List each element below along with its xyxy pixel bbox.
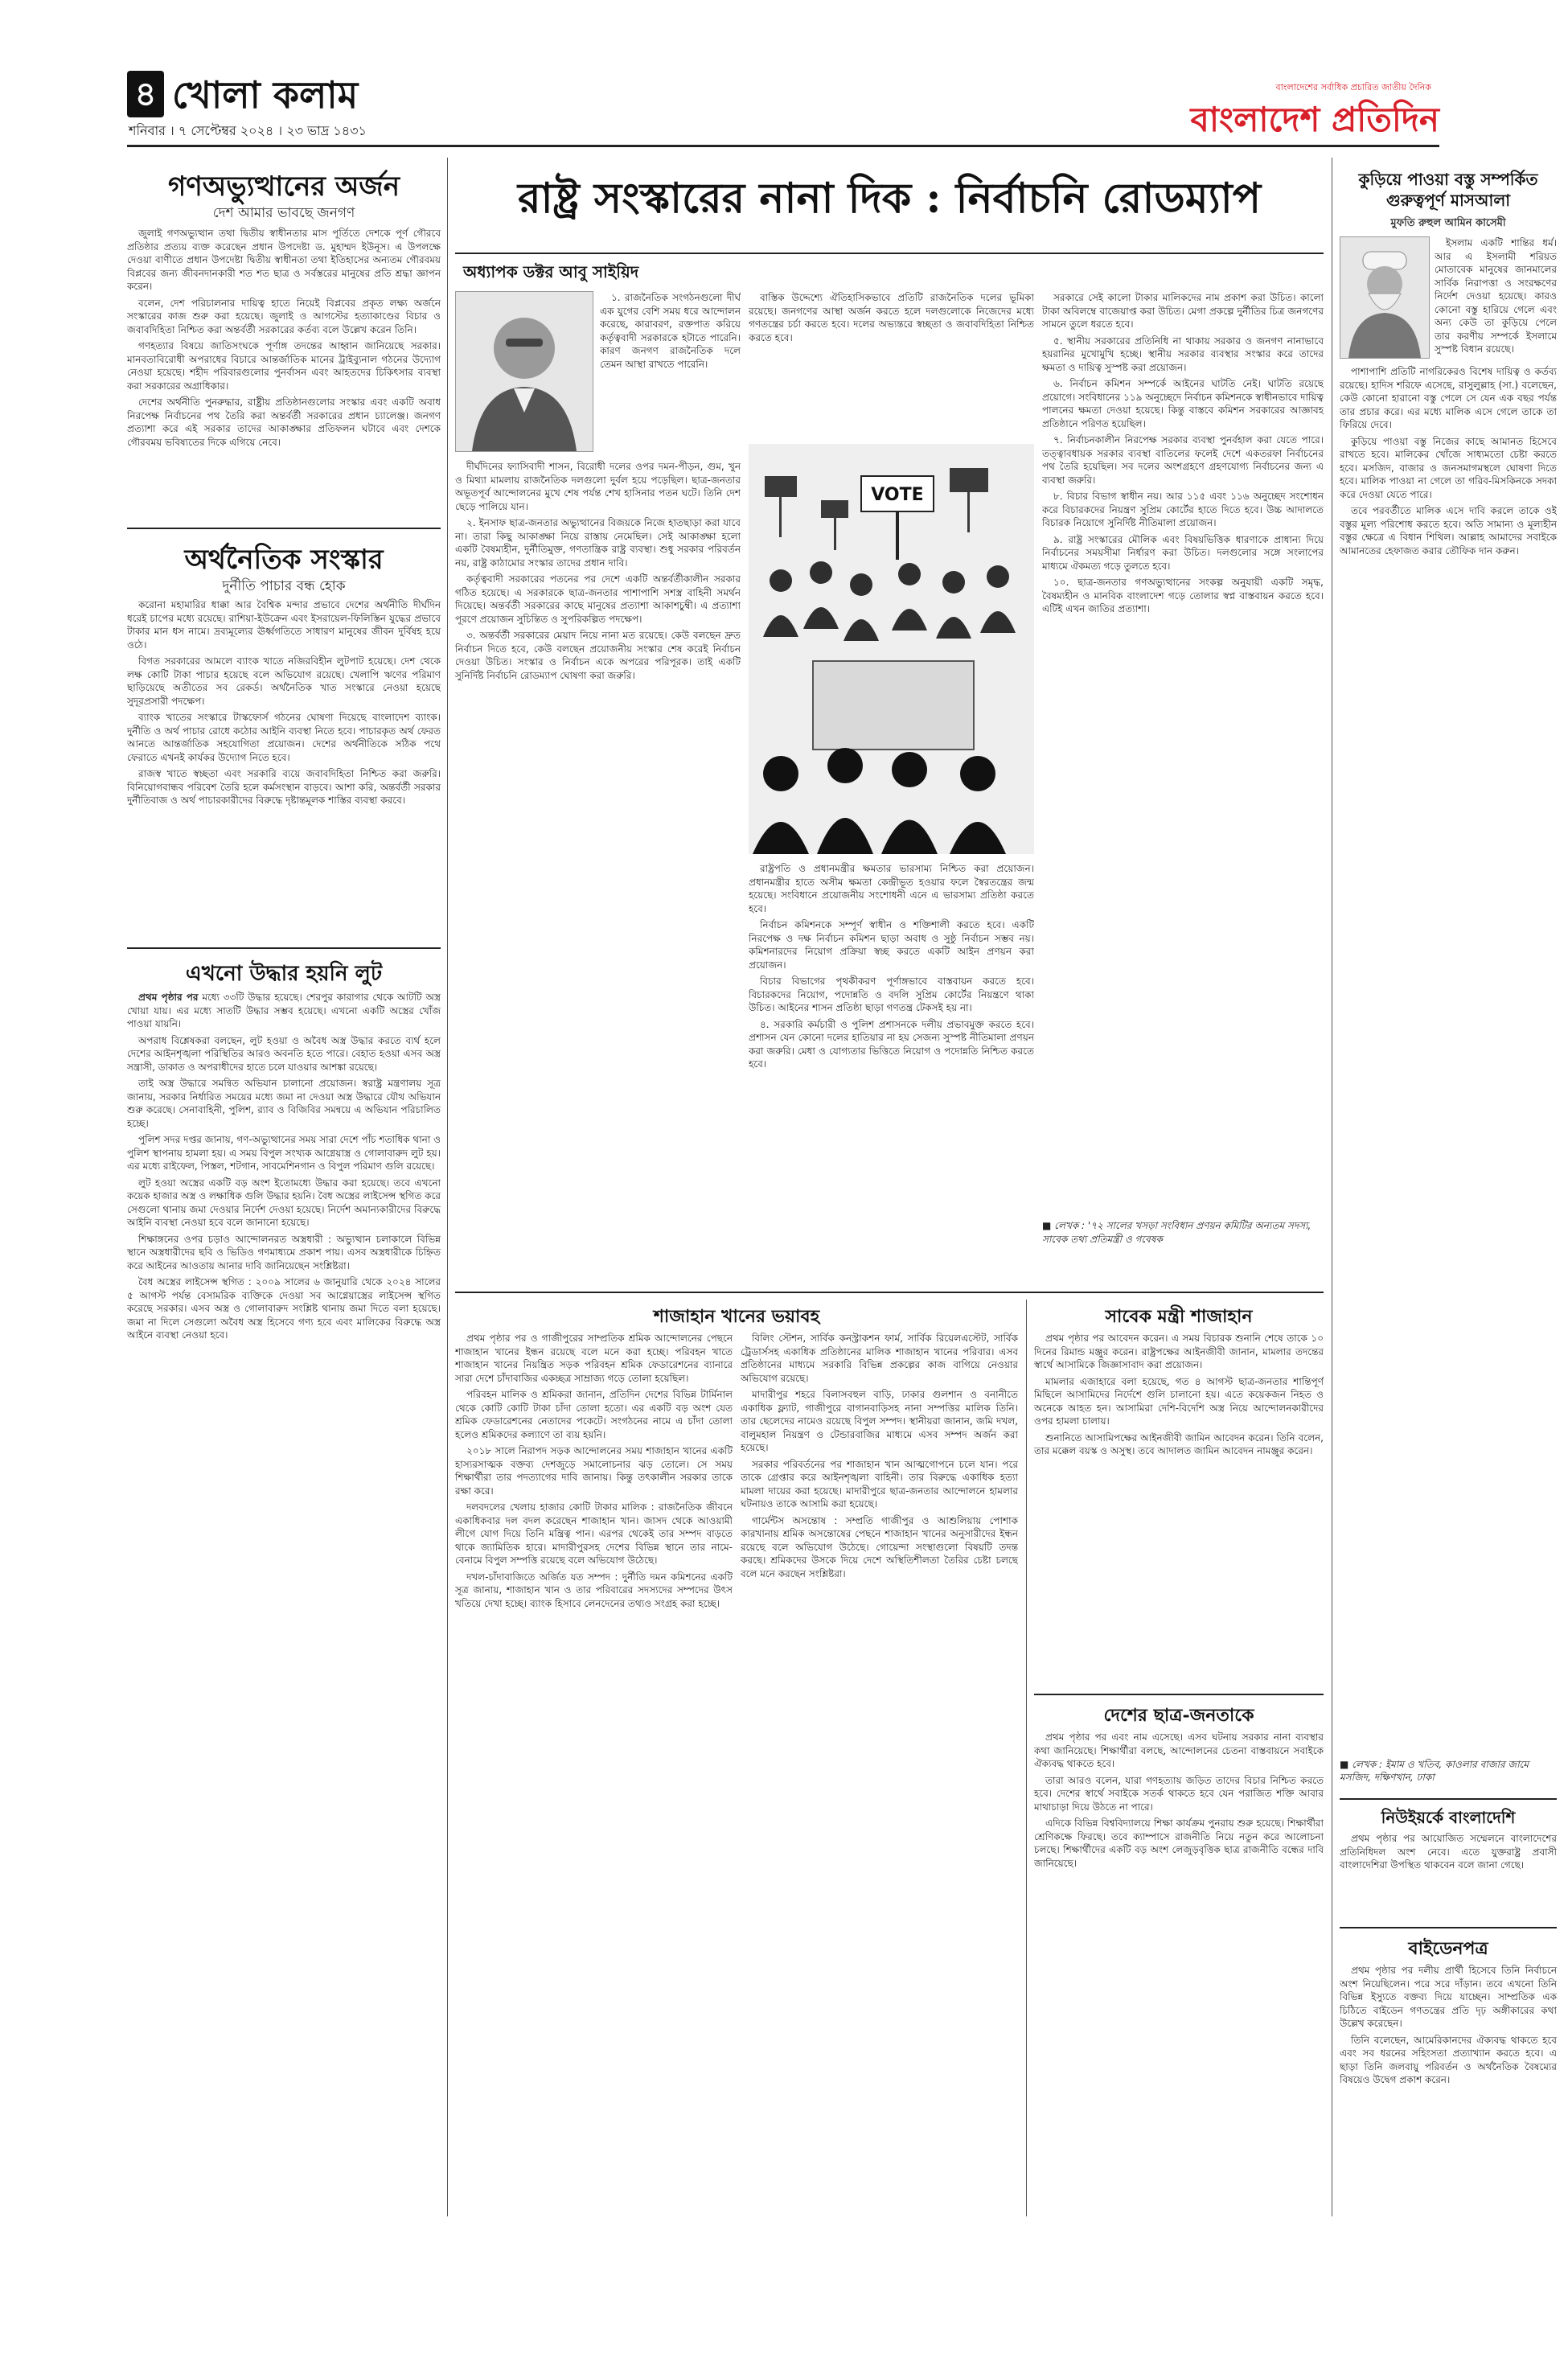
feature-col-3 (1042, 291, 1324, 1208)
paragraph: নির্বাচন কমিশনকে সম্পূর্ণ স্বাধীন ও শক্তিশালী করতে হবে। একটি নিরপেক্ষ ও দক্ষ নির্বাচন কমিশন ছাড়া অবাধ ও সুষ্ঠু নির্বাচন সম্ভব নয়। কমিশনারদের নিয়োগ প্রক্রিয়া স্বচ্ছ করতে একটি আইন প্রণয়ন করা প্রয়োজন। (749, 919, 1034, 971)
paragraph: বৈধ অস্ত্রের লাইসেন্স স্থগিত : ২০০৯ সালের ৬ জানুয়ারি থেকে ২০২৪ সালের ৫ আগস্ট পর্যন্ত বেসামরিক ব্যক্তিকে দেওয়া সব আগ্নেয়াস্ত্রের লাইসেন্স স্থগিত করেছে সরকার। এসব অস্ত্র ও গোলাবারুদ সংশ্লিষ্ট থানায় জমা দিতে বলা হয়েছে। জমা না দিলে সেগুলো অবৈধ অস্ত্র হিসেবে গণ্য হবে এবং মালিকের বিরুদ্ধে অস্ত্র আইনে ব্যবস্থা নেওয়া হবে। (127, 1276, 441, 1341)
paragraph: শিক্ষাঙ্গনের ওপর চড়াও আন্দোলনরত অস্ত্রধারী : অভ্যুত্থান চলাকালে বিভিন্ন স্থানে অস্ত্রধারীদের ছবি ও ভিডিও গণমাধ্যমে প্রকাশ পায়। এসব অস্ত্রধারীকে চিহ্নিত করে আইনের আওতায় আনার দাবি জানিয়েছেন সংশ্লিষ্টরা। (127, 1233, 441, 1271)
paragraph: বিগত সরকারের আমলে ব্যাংক খাতে নজিরবিহীন লুটপাট হয়েছে। দেশ থেকে লক্ষ কোটি টাকা পাচার হয়েছে বলে অভিযোগ রয়েছে। খেলাপি ঋণের পরিমাণ ছাড়িয়েছে অতীতের সব রেকর্ড। অর্থনৈতিক খাত সংস্কারে নেওয়া হয়েছে সুদূরপ্রসারী পদক্ষেপ। (127, 655, 441, 707)
paragraph: তাই অস্ত্র উদ্ধারে সমন্বিত অভিযান চালানো প্রয়োজন। স্বরাষ্ট্র মন্ত্রণালয় সূত্র জানায়, সরকার নির্ধারিত সময়ের মধ্যে জমা না দেওয়া অস্ত্র উদ্ধারে যৌথ অভিযান শুরু করেছে। সেনাবাহিনী, পুলিশ, র‍্যাব ও বিজিবির সমন্বয়ে এ অভিযান পরিচালিত হচ্ছে। (127, 1078, 441, 1129)
shajahan-threat-title: শাজাহান খানের ভয়াবহ (653, 1306, 820, 1327)
paragraph: এদিকে বিভিন্ন বিশ্ববিদ্যালয়ে শিক্ষা কার্যক্রম পুনরায় শুরু হয়েছে। শিক্ষার্থীরা শ্রেণিকক্ষে ফিরছে। তবে ক্যাম্পাসে রাজনীতি নিয়ে নতুন করে আলোচনা চলছে। শিক্ষার্থীদের একটি বড় অংশ লেজুড়বৃত্তিক ছাত্র রাজনীতি বন্ধের দাবি জানিয়েছে। (1034, 1817, 1324, 1869)
divider (127, 528, 441, 529)
paragraph: শুনানিতে আসামিপক্ষের আইনজীবী জামিন আবেদন করেন। তিনি বলেন, তার মক্কেল বয়স্ক ও অসুস্থ। তবে আদালত জামিন আবেদন নামঞ্জুর করেন। (1034, 1431, 1324, 1456)
paragraph: গণহত্যার বিষয়ে জাতিসংঘকে পূর্ণাঙ্গ তদন্তের আহ্বান জানিয়েছে সরকার। মানবতাবিরোধী অপরাধের বিচারে আন্তর্জাতিক মানের ট্রাইব্যুনাল গঠনের উদ্যোগ নেওয়া হয়েছে। শহীদ পরিবারগুলোর পুনর্বাসন এবং আহতদের চিকিৎসার ব্যবস্থা করা সরকারের অগ্রাধিকার। (127, 340, 441, 392)
masala-title: কুড়িয়ে পাওয়া বস্তু সম্পর্কিত গুরুত্বপূর্ণ মাসআলা (1358, 170, 1538, 210)
paragraph (127, 991, 441, 1031)
continued-lead: প্রথম পৃষ্ঠার পর (138, 992, 199, 1003)
left-column (127, 158, 441, 2216)
crowd-vote-illustration-icon (749, 444, 1034, 854)
bottom-middle (455, 1300, 1324, 2216)
section-name: খোলা কলাম (172, 73, 359, 117)
students-title: দেশের ছাত্র-জনতাকে (1103, 1705, 1254, 1726)
article-uprising-subtitle: দেশ আমার ভাবছে জনগণ (212, 205, 355, 221)
paragraph: ১০. ছাত্র-জনতার গণঅভ্যুত্থানের সংকল্প অনুযায়ী একটি সমৃদ্ধ, বৈষম্যহীন ও মানবিক বাংলাদেশ গড়ে তোলার স্বপ্ন বাস্তবায়ন করতে হবে। এটিই এখন জাতির প্রত্যাশা। (1042, 577, 1324, 614)
brand-logo: বাংলাদেশ প্রতিদিন (1190, 100, 1439, 139)
biden-body (1340, 1964, 1557, 2366)
paragraph: রাজস্ব খাতে স্বচ্ছতা এবং সরকারি ব্যয়ে জবাবদিহিতা নিশ্চিত করা জরুরি। বিনিয়োগবান্ধব পরিবেশ তৈরি হলে কর্মসংস্থান বাড়বে। আশা করি, অন্তর্বর্তী সরকার দুর্নীতিবাজ ও অর্থ পাচারকারীদের বিরুদ্ধে দৃষ্টান্তমূলক শাস্তির ব্যবস্থা করবে। (127, 768, 441, 806)
paragraph: ইসলাম একটি শান্তির ধর্ম। আর এ ইসলামী শরিয়ত মোতাবেক মানুষের জানমালের সার্বিক নিরাপত্তা ও সংরক্ষণের নির্দেশ দেওয়া হয়েছে। কারও কোনো বস্তু হারিয়ে গেলে এবং অন্য কেউ তা কুড়িয়ে পেলে তার করণীয় সম্পর্কে ইসলামে সুস্পষ্ট বিধান রয়েছে। (1435, 237, 1557, 355)
paragraph: ৯. রাষ্ট্র সংস্কারের মৌলিক এবং বিষয়ভিত্তিক ধারণাকে প্রাধান্য দিয়ে নির্বাচনের সময়সীমা নির্ধারণ করা উচিত। দলগুলোর সঙ্গে সংলাপের মাধ্যমে ঐকমত্য গড়ে তুলতে হবে। (1042, 533, 1324, 572)
paragraph: কর্তৃত্ববাদী সরকারের পতনের পর দেশে একটি অন্তর্বর্তীকালীন সরকার গঠিত হয়েছে। এ সরকারকে ছাত্র-জনতার পাশাপাশি সশস্ত্র বাহিনী সমর্থন দিয়েছে। অন্তর্বর্তী সরকারের কাছে মানুষের প্রত্যাশা আকাশচুম্বী। এ প্রত্যাশা পূরণে প্রয়োজন সুচিন্তিত ও সুপরিকল্পিত পদক্ষেপ। (455, 573, 741, 625)
paragraph: বাস্তিক উদ্দেশ্যে ঐতিহাসিকভাবে প্রতিটি রাজনৈতিক দলের ভূমিকা রয়েছে। জনগণের আস্থা অর্জন করতে হলে দলগুলোকে নিজেদের মধ্যে গণতন্ত্রের চর্চা করতে হবে। দলের অভ্যন্তরে স্বচ্ছতা ও জবাবদিহিতা নিশ্চিত করতে হবে। (749, 292, 1034, 343)
paragraph: সরকার পরিবর্তনের পর শাজাহান খান আত্মগোপনে চলে যান। পরে তাকে গ্রেপ্তার করে আইনশৃঙ্খলা বাহিনী। তার বিরুদ্ধে একাধিক হত্যা মামলা দায়ের করা হয়েছে। মাদারীপুরে ছাত্র-জনতার আন্দোলনে হামলার ঘটনায়ও তাকে আসামি করা হয়েছে। (741, 1458, 1018, 1509)
paragraph: প্রথম পৃষ্ঠার পর দলীয় প্রার্থী হিসেবে তিনি নির্বাচনে অংশ নিয়েছিলেন। পরে সরে দাঁড়ান। তবে এখনো তিনি বিভিন্ন ইস্যুতে বক্তব্য দিয়ে যাচ্ছেন। সাম্প্রতিক এক চিঠিতে বাইডেন গণতন্ত্রের প্রতি দৃঢ় অঙ্গীকারের কথা উল্লেখ করেছেন। (1340, 1965, 1557, 2029)
paragraph: অপরাধ বিশ্লেষকরা বলছেন, লুট হওয়া ও অবৈধ অস্ত্র উদ্ধার করতে ব্যর্থ হলে দেশের আইনশৃঙ্খলা পরিস্থিতির আরও অবনতি হতে পারে। বেহাত হওয়া এসব অস্ত্র সন্ত্রাসী, ডাকাত ও অপরাধীদের হাতে চলে যাওয়ার আশঙ্কা রয়েছে। (127, 1034, 441, 1073)
person-portrait-icon (456, 292, 593, 451)
students-body (1034, 1731, 1324, 2208)
paragraph: পুলিশ সদর দপ্তর জানায়, গণ-অভ্যুত্থানের সময় সারা দেশে পাঁচ শতাধিক থানা ও পুলিশ স্থাপনায় হামলা হয়। এ সময় বিপুল সংখ্যক আগ্নেয়াস্ত্র ও গোলাবারুদ লুট হয়। এর মধ্যে রাইফেল, পিস্তল, শটগান, সাবমেশিনগান ও বিপুল পরিমাণ গুলি রয়েছে। (127, 1134, 441, 1172)
paragraph-text: মধ্যে ৩৩টি উদ্ধার হয়েছে। শেরপুর কারাগার থেকে আটটি অস্ত্র খোয়া যায়। এর মধ্যে সাতটি উদ্ধার সম্ভব হয়েছে। এখনো একটি অস্ত্রের খোঁজ পাওয়া যায়নি। (127, 992, 441, 1029)
paragraph: সরকারে সেই কালো টাকার মালিকদের নাম প্রকাশ করা উচিত। কালো টাকা অবিলম্বে বাজেয়াপ্ত করা উচিত। মেগা প্রকল্পে দুর্নীতির চিত্র জনগণের সামনে তুলে ধরতে হবে। (1042, 292, 1324, 330)
header-rule (127, 145, 1439, 147)
cleric-portrait-icon (1340, 237, 1429, 358)
paragraph: কুড়িয়ে পাওয়া বস্তু নিজের কাছে আমানত হিসেবে রাখতে হবে। মালিকের খোঁজে সাধ্যমতো চেষ্টা করতে হবে। মসজিদ, বাজার ও জনসমাগমস্থলে ঘোষণা দিতে হবে। মালিক পাওয়া না গেলে তা গরিব-মিসকিনকে সদকা করে দেওয়া যেতে পারে। (1340, 435, 1557, 500)
paragraph: বিলিং স্টেশন, সার্বিক কনস্ট্রাকশন ফার্ম, সার্বিক রিয়েলএস্টেট, সার্বিক ট্রেডার্সসহ একাধিক প্রতিষ্ঠানের মালিক শাজাহান খানের পরিবার। এসব প্রতিষ্ঠানের মাধ্যমে সরকারি বিভিন্ন প্রকল্পের কাজ বাগিয়ে নেওয়ার অভিযোগ রয়েছে। (741, 1333, 1018, 1384)
paragraph: প্রথম পৃষ্ঠার পর আয়োজিত সম্মেলনে বাংলাদেশের প্রতিনিধিদল অংশ নেবে। এতে যুক্তরাষ্ট্র প্রবাসী বাংলাদেশিরা উপস্থিত থাকবেন বলে জানা গেছে। (1340, 1833, 1557, 1871)
column-divider (1026, 1300, 1027, 2216)
masala-body (1340, 365, 1557, 1411)
paragraph: তারা আরও বলেন, যারা গণহত্যায় জড়িত তাদের বিচার নিশ্চিত করতে হবে। দেশের স্বার্থে সবাইকে সতর্ক থাকতে হবে যেন পরাজিত শক্তি আবার মাথাচাড়া দিয়ে উঠতে না পারে। (1034, 1774, 1324, 1813)
divider (1340, 1798, 1557, 1800)
masala-byline: মুফতি রুহুল আমিন কাসেমী (1390, 217, 1506, 229)
paragraph: ১. রাজনৈতিক সংগঠনগুলো দীর্ঘ এক যুগের বেশি সময় ধরে আন্দোলন করেছে, কারাবরণ, রক্তপাত করিয়ে কর্তৃত্ববাদী সরকারকে হটাতে পারেনি। কারণ জনগণ রাজনৈতিক দলে তেমন আস্থা রাখতে পারেনি। (600, 292, 741, 370)
paragraph: ৫. স্থানীয় সরকারের প্রতিনিধি না থাকায় সরকার ও জনগণ নানাভাবে হয়রানির মুখোমুখি হচ্ছে। স্থানীয় সরকার ব্যবস্থার সংস্কার করে তাদের ক্ষমতা ও দায়িত্ব সুস্পষ্ট করা প্রয়োজন। (1042, 335, 1324, 373)
paragraph: তিনি বলেছেন, আমেরিকানদের ঐক্যবদ্ধ থাকতে হবে এবং সব ধরনের সহিংসতা প্রত্যাখ্যান করতে হবে। এ ছাড়া তিনি জলবায়ু পরিবর্তন ও অর্থনৈতিক বৈষম্যের বিষয়েও উদ্বেগ প্রকাশ করেন। (1340, 2034, 1557, 2085)
paragraph: জুলাই গণঅভ্যুত্থান তথা দ্বিতীয় স্বাধীনতার মাস পূর্তিতে দেশকে পূর্ণ গৌরবে প্রতিষ্ঠার প্রত্যয় ব্যক্ত করেছেন প্রধান উপদেষ্টা ড. মুহাম্মদ ইউনূস। এ উপলক্ষে দেওয়া বাণীতে প্রধান উপদেষ্টা দ্বিতীয় স্বাধীনতা তথা ইতিহাসের অন্যতম গৌরবময় বিপ্লবের জন্য জীবনদানকারী শত শত ছাত্র ও সর্বস্তরের মানুষের প্রতি শ্রদ্ধা জ্ঞাপন করেন। (127, 228, 441, 292)
masala-author-note: ■ লেখক : ইমাম ও খতিব, কাওলার বাজার জামে মসজিদ, দক্ষিণখান, ঢাকা (1340, 1759, 1529, 1783)
paragraph: ২০১৮ সালে নিরাপদ সড়ক আন্দোলনের সময় শাজাহান খানের একটি হাস্যরসাত্মক বক্তব্য দেশজুড়ে সমালোচনার ঝড় তোলে। সে সময় শিক্ষার্থীরা তার পদত্যাগের দাবি জানায়। কিন্তু তৎকালীন সরকার তাকে রক্ষা করে। (455, 1445, 733, 1497)
paragraph: ৭. নির্বাচনকালীন নিরপেক্ষ সরকার ব্যবস্থা পুনর্বহাল করা যেতে পারে। তত্ত্বাবধায়ক সরকার ব্যবস্থা বাতিলের ফলেই দেশে একতরফা নির্বাচনের পথ তৈরি হয়েছিল। সব দলের অংশগ্রহণে গ্রহণযোগ্য নির্বাচনের জন্য এ ব্যবস্থা জরুরি। (1042, 434, 1324, 486)
dateline: শনিবার । ৭ সেপ্টেম্বর ২০২৪ । ২৩ ভাদ্র ১৪৩১ (129, 123, 367, 138)
feature-col-2b (749, 862, 1034, 1280)
paragraph: মামলার এজাহারে বলা হয়েছে, গত ৪ আগস্ট ছাত্র-জনতার শান্তিপূর্ণ মিছিলে আসামিদের নির্দেশে গুলি চালানো হয়। এতে কয়েকজন নিহত ও অনেকে আহত হন। আসামিরা দেশি-বিদেশি অস্ত্র নিয়ে আন্দোলনকারীদের ওপর হামলা চালায়। (1034, 1375, 1324, 1427)
divider (1034, 1694, 1324, 1695)
feature-col-1b (455, 460, 741, 1272)
masala-body-top (1435, 236, 1557, 359)
headline-rule (455, 253, 1324, 254)
paragraph: ব্যাংক খাতের সংস্কারে টাস্কফোর্স গঠনের ঘোষণা দিয়েছে বাংলাদেশ ব্যাংক। দুর্নীতি ও অর্থ পাচার রোধে কঠোর আইনি ব্যবস্থা নিতে হবে। পাচারকৃত অর্থ ফেরত আনতে আন্তর্জাতিক সহযোগিতা প্রয়োজন। দেশের অর্থনীতিকে সঠিক পথে ফেরাতে এখনই কার্যকর উদ্যোগ নিতে হবে। (127, 712, 441, 763)
feature-bottom-rule (455, 1292, 1324, 1293)
paragraph: করোনা মহামারির ধাক্কা আর বৈশ্বিক মন্দার প্রভাবে দেশের অর্থনীতি দীর্ঘদিন ধরেই চাপের মধ্যে রয়েছে। রাশিয়া-ইউক্রেন এবং ইসরায়েল-ফিলিস্তিন যুদ্ধের প্রভাবে টাকার মান ধস নামে। দ্রব্যমূল্যের ঊর্ধ্বগতিতে সাধারণ মানুষের জীবন দুর্বিষহ হয়ে ওঠে। (127, 599, 441, 651)
shajahan-threat-col-2 (741, 1332, 1018, 2208)
paragraph: প্রথম পৃষ্ঠার পর এবং নাম এসেছে। এসব ঘটনায় সরকার নানা ব্যবস্থার কথা জানিয়েছে। শিক্ষার্থীরা বলছে, আন্দোলনের চেতনা বাস্তবায়নে সবাইকে ঐক্যবদ্ধ থাকতে হবে। (1034, 1731, 1324, 1769)
paragraph: বলেন, দেশ পরিচালনার দায়িত্ব হাতে নিয়েই বিপ্লবের প্রকৃত লক্ষ্য অর্জনে সংস্কারের কাজ শুরু করা হয়েছে। জুলাই ও আগস্টের হত্যাকাণ্ডের বিচার ও জবাবদিহিতা নিশ্চিত করা অন্তর্বর্তী সরকারের কর্তব্য বলে উল্লেখ করেন তিনি। (127, 297, 441, 335)
page-number-badge: ৪ (127, 71, 164, 117)
paragraph: লুট হওয়া অস্ত্রের একটি বড় অংশ ইতোমধ্যে উদ্ধার করা হয়েছে। তবে এখনো কয়েক হাজার অস্ত্র ও লক্ষাধিক গুলি উদ্ধার হয়নি। বৈধ অস্ত্রের লাইসেন্স স্থগিত করে সেগুলো থানায় জমা দেওয়ার নির্দেশ দেওয়া হয়েছে। নির্দেশ অমান্যকারীদের বিরুদ্ধে আইনি ব্যবস্থা নেওয়া হবে বলে জানানো হয়েছে। (127, 1177, 441, 1228)
column-divider (447, 158, 448, 2216)
paragraph: মাদারীপুর শহরে বিলাসবহুল বাড়ি, ঢাকার গুলশান ও বনানীতে একাধিক ফ্ল্যাট, গাজীপুরে বাগানবাড়িসহ নানা সম্পত্তির মালিক তিনি। তার ছেলেদের নামেও রয়েছে বিপুল সম্পদ। স্থানীয়রা জানান, জমি দখল, বালুমহাল নিয়ন্ত্রণ ও টেন্ডারবাজির মাধ্যমে এসব সম্পদ অর্জন করা হয়েছে। (741, 1389, 1018, 1453)
paragraph: ২. ইনসাফ ছাত্র-জনতার অভ্যুত্থানের বিজয়কে নিজে হাতছাড়া করা যাবে না। তারা কিছু আকাঙ্ক্ষা নিয়ে রাস্তায় নেমেছিল। সেই আকাঙ্ক্ষা হলো একটি বৈষম্যহীন, দুর্নীতিমুক্ত, গণতান্ত্রিক রাষ্ট্র ব্যবস্থা। শুধু সরকার পরিবর্তন নয়, রাষ্ট্র কাঠামোর সংস্কার তাদের প্রধান দাবি। (455, 517, 741, 569)
article-uprising-body (127, 227, 441, 518)
feature-byline: অধ্যাপক ডক্টর আবু সাইয়িদ (463, 262, 639, 281)
paragraph: ৪. সরকারি কর্মচারী ও পুলিশ প্রশাসনকে দলীয় প্রভাবমুক্ত করতে হবে। প্রশাসন যেন কোনো দলের হাতিয়ার না হয় সেজন্য সুস্পষ্ট নীতিমালা প্রণয়ন করা জরুরি। মেধা ও যোগ্যতার ভিত্তিতে নিয়োগ ও পদোন্নতি নিশ্চিত করতে হবে। (749, 1018, 1034, 1070)
nyc-title: নিউইয়র্কে বাংলাদেশি (1381, 1808, 1516, 1827)
article-arms-title: এখনো উদ্ধার হয়নি লুট (185, 962, 383, 986)
nyc-body (1340, 1832, 1557, 1920)
paragraph: গার্মেন্টস অসন্তোষ : সম্প্রতি গাজীপুর ও আশুলিয়ায় পোশাক কারখানায় শ্রমিক অসন্তোষের পেছনে শাজাহান খানের অনুসারীদের ইন্ধন রয়েছে বলে অভিযোগ উঠেছে। গোয়েন্দা সংস্থাগুলো বিষয়টি তদন্ত করছে। শ্রমিকদের উসকে দিয়ে দেশে অস্থিতিশীলতা তৈরির চেষ্টা চলছে বলে মনে করছেন সংশ্লিষ্টরা। (741, 1514, 1018, 1579)
ex-minister-body (1034, 1332, 1324, 1686)
divider (127, 947, 441, 949)
paragraph: ৩. অন্তর্বর্তী সরকারের মেয়াদ নিয়ে নানা মত রয়েছে। কেউ বলছেন দ্রুত নির্বাচন দিতে হবে, কেউ বলছেন প্রয়োজনীয় সংস্কার শেষ করেই নির্বাচন দেওয়া উচিত। সংস্কার ও নির্বাচন একে অপরের পরিপূরক। তাই একটি সুনির্দিষ্ট নির্বাচনি রোডম্যাপ ঘোষণা করা জরুরি। (455, 630, 741, 681)
divider (1340, 1927, 1557, 1928)
paragraph: দলবদলের খেলায় হাজার কোটি টাকার মালিক : রাজনৈতিক জীবনে একাধিকবার দল বদল করেছেন শাজাহান খান। জাসদ থেকে আওয়ামী লীগে যোগ দিয়ে তিনি মন্ত্রিত্ব পান। এরপর থেকেই তার সম্পদ বাড়তে থাকে জ্যামিতিক হারে। মাদারীপুরসহ দেশের বিভিন্ন স্থানে তার নামে-বেনামে বিপুল সম্পত্তি রয়েছে বলে অভিযোগ উঠেছে। (455, 1501, 733, 1566)
paragraph: ৬. নির্বাচন কমিশন সম্পর্কে আইনের ঘাটতি নেই। ঘাটতি রয়েছে প্রয়োগে। সংবিধানের ১১৯ অনুচ্ছেদে নির্বাচন কমিশনকে স্বাধীনভাবে দায়িত্ব পালনের ক্ষমতা দেওয়া হয়েছে। কিন্তু বাস্তবে কমিশন সরকারের আজ্ঞাবহ প্রতিষ্ঠানে পরিণত হয়েছিল। (1042, 378, 1324, 429)
right-column-wide (1340, 158, 1565, 2216)
article-economy-subtitle: দুর্নীতি পাচার বন্ধ হোক (222, 578, 346, 594)
feature-article (455, 158, 1324, 1284)
paragraph: দীর্ঘদিনের ফ্যাসিবাদী শাসন, বিরোধী দলের ওপর দমন-পীড়ন, গুম, খুন ও মিথ্যা মামলায় রাজনৈতিক দলগুলো দুর্বল হয়ে পড়েছিল। ছাত্র-জনতার অভূতপূর্ব আন্দোলনের মুখে শেষ পর্যন্ত শেখ হাসিনার পতন ঘটে। তিনি দেশ ছেড়ে পালিয়ে যান। (455, 461, 741, 512)
paragraph: তবে পরবর্তীতে মালিক এসে দাবি করলে তাকে ওই বস্তুর মূল্য পরিশোধ করতে হবে। অতি সামান্য ও মূল্যহীন বস্তুর ক্ষেত্রে এ বিধান শিথিল। আল্লাহ আমাদের সবাইকে আমানতের হেফাজত করার তৌফিক দান করুন। (1340, 505, 1557, 557)
article-uprising-title: গণঅভ্যুত্থানের অর্জন (167, 170, 400, 203)
paragraph: পাশাপাশি প্রতিটি নাগরিকেরও বিশেষ দায়িত্ব ও কর্তব্য রয়েছে। হাদিস শরিফে এসেছে, রাসুলুল্লাহ (সা.) বলেছেন, কেউ কোনো হারানো বস্তু পেলে সে যেন এক বছর পর্যন্ত তার প্রচার করে। এর মধ্যে মালিক এসে গেলে তাকে তা ফিরিয়ে দেবে। (1340, 366, 1557, 430)
feature-author-note: ■ লেখক : '৭২ সালের খসড়া সংবিধান প্রণয়ন কমিটির অন্যতম সদস্য, সাবেক তথ্য প্রতিমন্ত্রী ও গবেষক (1042, 1220, 1311, 1245)
masala-author-photo (1340, 236, 1430, 359)
paragraph: দখল-চাঁদাবাজিতে অর্জিত যত সম্পদ : দুর্নীতি দমন কমিশনের একটি সূত্র জানায়, শাজাহান খান ও তার পরিবারের সদস্যদের সম্পদের উৎস খতিয়ে দেখা হচ্ছে। ব্যাংক হিসাবে লেনদেনের তথ্যও সংগ্রহ করা হচ্ছে। (455, 1571, 733, 1609)
brand-tagline: বাংলাদেশের সর্বাধিক প্রচারিত জাতীয় দৈনিক (1275, 82, 1431, 92)
paragraph: দেশের অর্থনীতি পুনরুদ্ধার, রাষ্ট্রীয় প্রতিষ্ঠানগুলোর সংস্কার এবং একটি অবাধ নিরপেক্ষ নির্বাচনের পথ তৈরি করা অন্তর্বর্তী সরকারের প্রধান চ্যালেঞ্জ। জনগণ প্রত্যাশা করে এই সরকার তাদের আকাঙ্ক্ষার প্রতিফলন ঘটাবে এবং দেশকে গৌরবময় ভবিষ্যতের দিকে এগিয়ে নেবে। (127, 396, 441, 448)
biden-title: বাইডেনপত্র (1408, 1938, 1488, 1959)
feature-headline: রাষ্ট্র সংস্কারের নানা দিক : নির্বাচনি রোডম্যাপ (517, 174, 1262, 223)
vote-illustration (749, 444, 1034, 854)
feature-col-2 (749, 291, 1034, 436)
paragraph: প্রথম পৃষ্ঠার পর আবেদন করেন। এ সময় বিচারক শুনানি শেষে তাকে ১০ দিনের রিমান্ড মঞ্জুর করেন। রাষ্ট্রপক্ষের আইনজীবী জানান, মামলার তদন্তের স্বার্থে আসামিকে জিজ্ঞাসাবাদ করা প্রয়োজন। (1034, 1333, 1324, 1370)
paragraph: বিচার বিভাগের পৃথকীকরণ পূর্ণাঙ্গভাবে বাস্তবায়ন করতে হবে। বিচারকদের নিয়োগ, পদোন্নতি ও বদলি সুপ্রিম কোর্টের নিয়ন্ত্রণে থাকা উচিত। আইনের শাসন প্রতিষ্ঠা ছাড়া গণতন্ত্র টেকসই হয় না। (749, 975, 1034, 1013)
paragraph: রাষ্ট্রপতি ও প্রধানমন্ত্রীর ক্ষমতার ভারসাম্য নিশ্চিত করা প্রয়োজন। প্রধানমন্ত্রীর হাতে অসীম ক্ষমতা কেন্দ্রীভূত হওয়ার ফলে স্বৈরতন্ত্রের জন্ম হয়েছে। সংবিধানে প্রয়োজনীয় সংশোধনী এনে এ ভারসাম্য প্রতিষ্ঠা করতে হবে। (749, 863, 1034, 914)
vote-sign: VOTE (871, 485, 924, 505)
author-photo (455, 291, 593, 452)
article-economy-body (127, 598, 441, 930)
feature-col-1 (600, 291, 741, 452)
paragraph: ৮. বিচার বিভাগ স্বাধীন নয়। আর ১১৫ এবং ১১৬ অনুচ্ছেদ সংশোধন করে বিচারকদের নিয়ন্ত্রণ সুপ্রিম কোর্টের হাতে দিতে হবে। উচ্চ আদালতে বিচারক নিয়োগে সুনির্দিষ্ট নীতিমালা প্রয়োজন। (1042, 491, 1324, 528)
shajahan-threat-col-1 (455, 1332, 733, 2208)
article-arms-body (127, 991, 441, 1795)
ex-minister-title: সাবেক মন্ত্রী শাজাহান (1105, 1306, 1253, 1327)
article-economy-title: অর্থনৈতিক সংস্কার (184, 544, 384, 576)
paragraph: প্রথম পৃষ্ঠার পর ও গাজীপুরের সাম্প্রতিক শ্রমিক আন্দোলনের পেছনে শাজাহান খানের ইন্ধন রয়েছে বলে মনে করা হচ্ছে। পরিবহন খাতে শাজাহান খানের নিয়ন্ত্রিত সড়ক পরিবহন শ্রমিক ফেডারেশনের ব্যানারে সারা দেশে চাঁদাবাজির একচ্ছত্র সাম্রাজ্য গড়ে তোলা হয়েছিল। (455, 1333, 733, 1384)
page-header (0, 0, 1568, 177)
paragraph: পরিবহন মালিক ও শ্রমিকরা জানান, প্রতিদিন দেশের বিভিন্ন টার্মিনাল থেকে কোটি কোটি টাকা চাঁদা তোলা হতো। এর একটি বড় অংশ যেত শ্রমিক ফেডারেশনের নেতাদের পকেটে। সংগঠনের নামে এ চাঁদা তোলা হলেও শ্রমিকদের কল্যাণে তা ব্যয় হয়নি। (455, 1389, 733, 1440)
